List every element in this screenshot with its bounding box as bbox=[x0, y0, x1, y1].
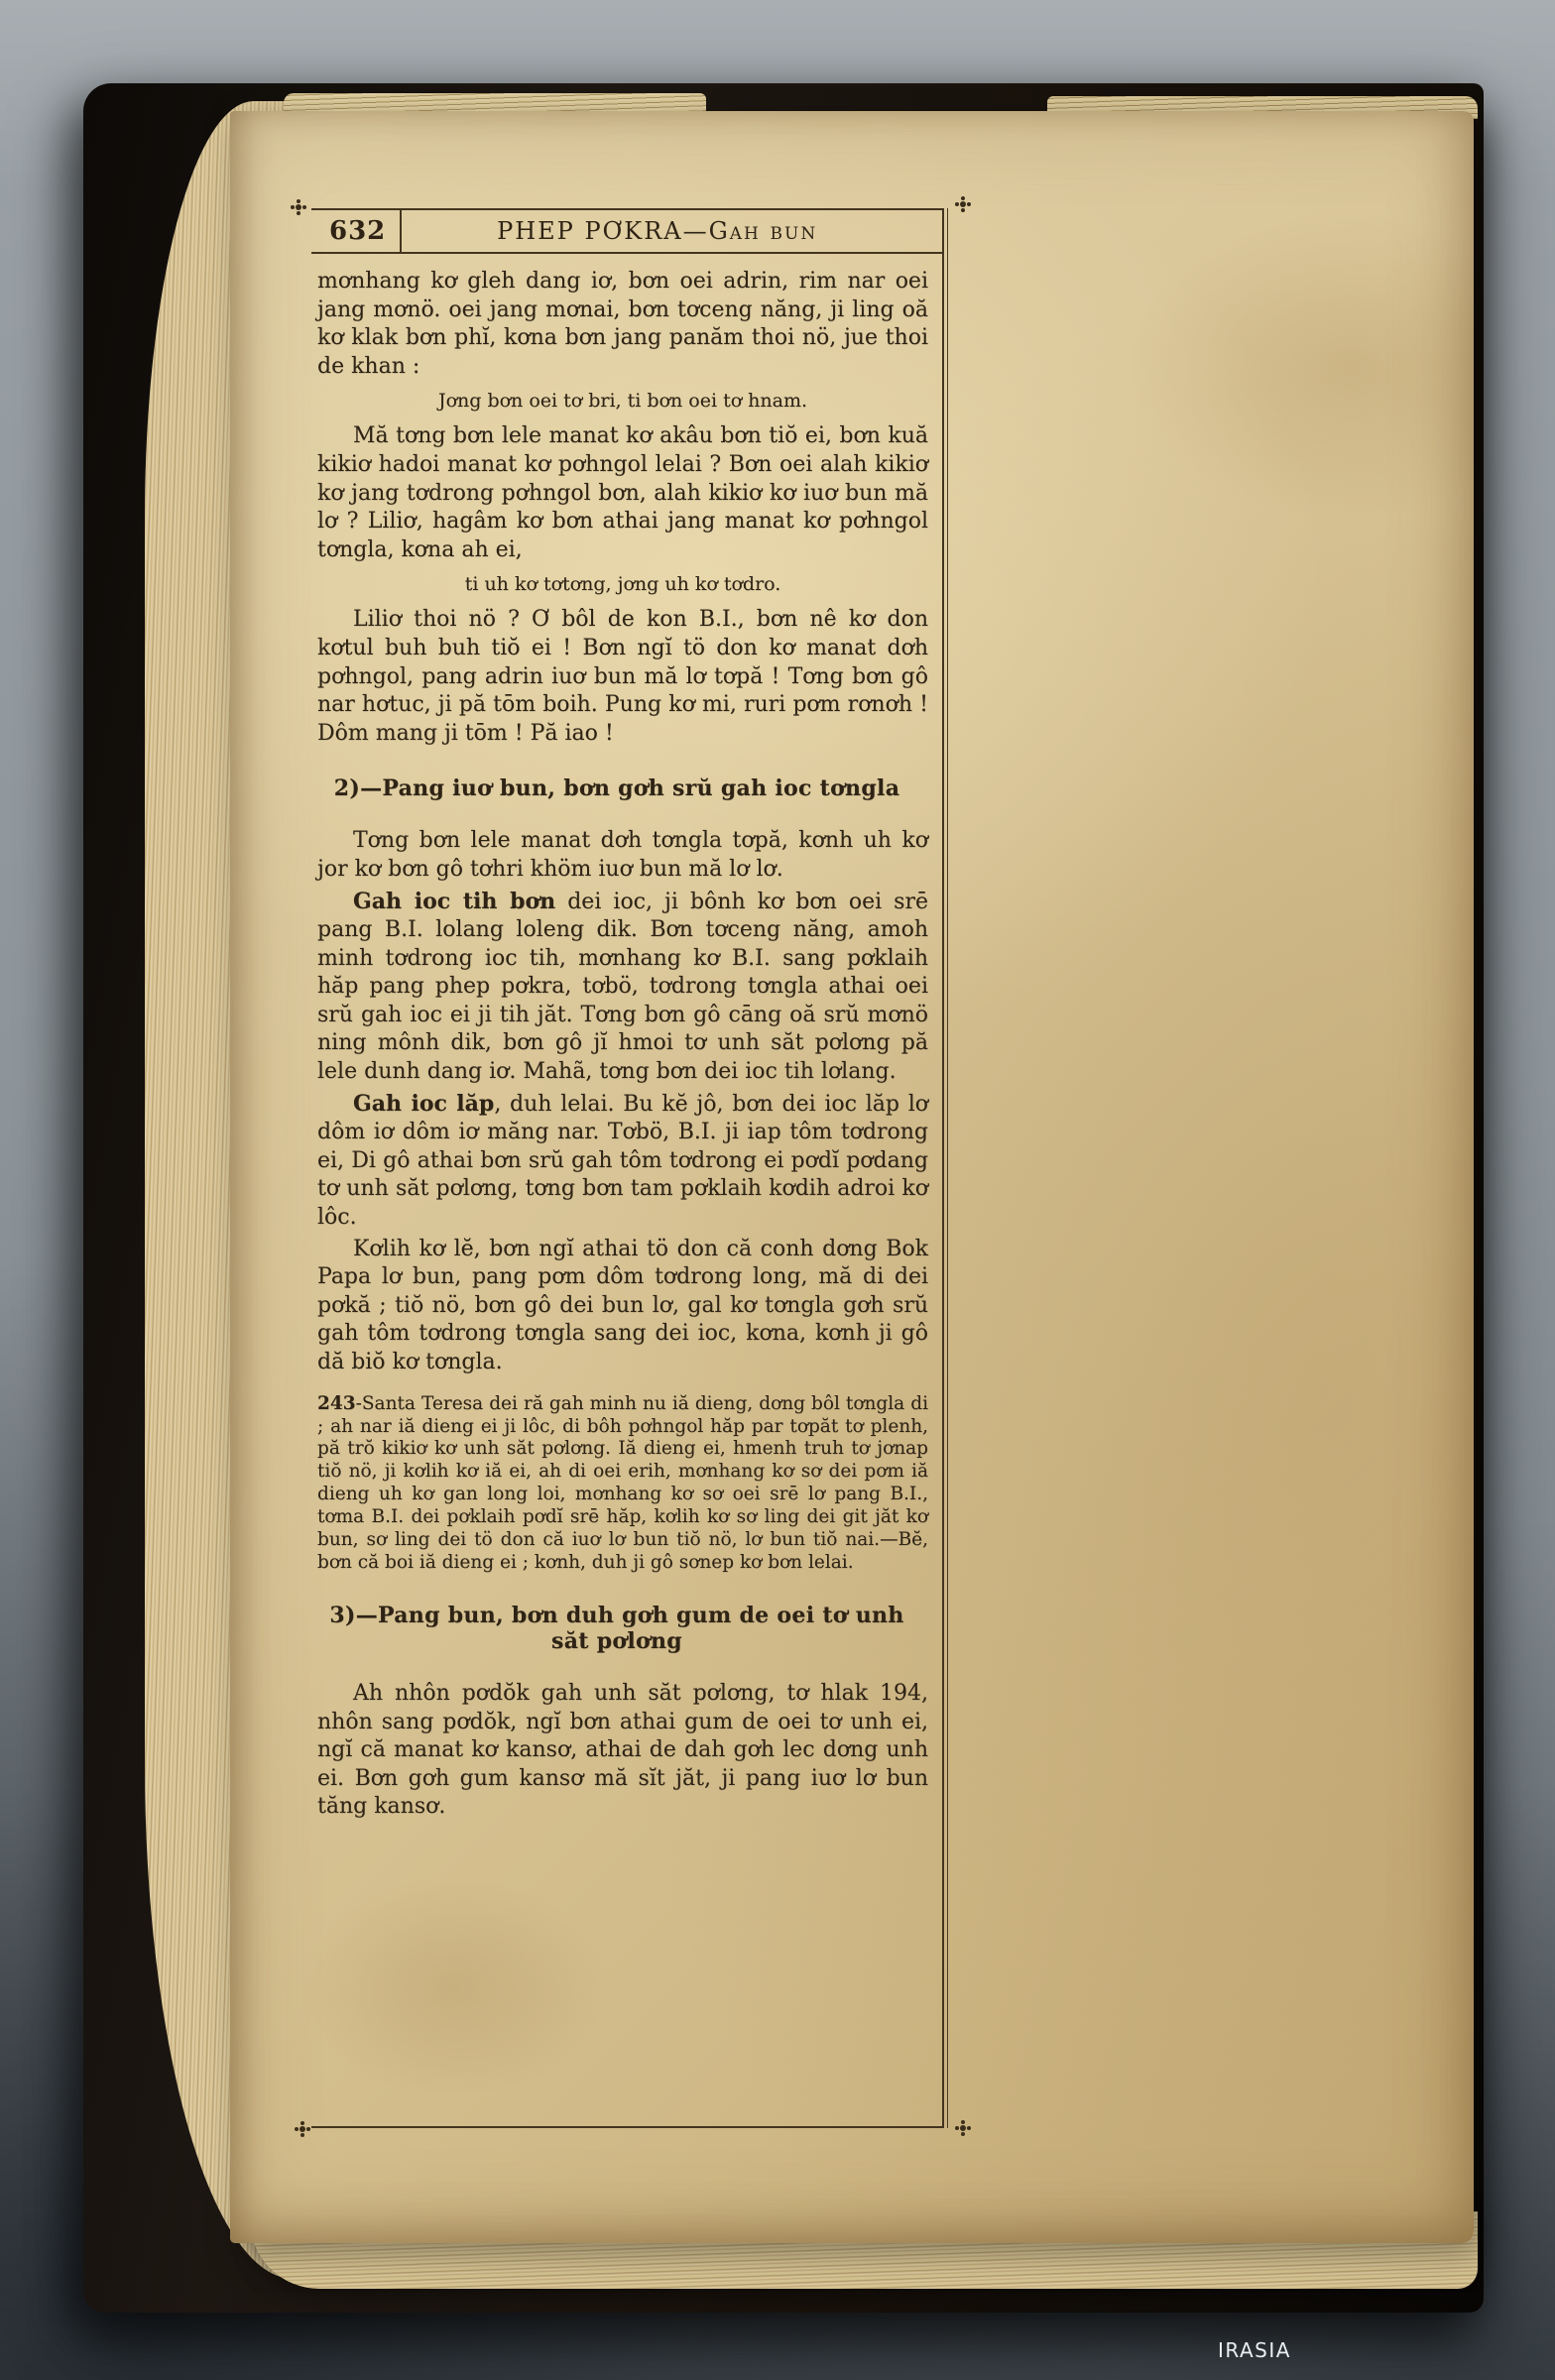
header-title: PHEP PƠKRA—Gah bun bbox=[497, 217, 818, 245]
paragraph-text: , duh lelai. Bu kĕ jô, bơn dei ioc lăp lơ dôm iơ dôm iơ măng nar. Tơbö, B.I. ji iap tôm tơdrong ei, Di gô athai bơn srŭ gah tôm tơdrong ei pơdĭ pơdang tơ unh săt pơlơng, tơng bơn tam pơklaih kơdih adroi kơ lôc. bbox=[317, 1091, 929, 1231]
paragraph bbox=[317, 1090, 928, 1233]
verse-line: ti uh kơ tơtơng, jơng uh kơ tơdro. bbox=[464, 573, 781, 596]
paragraph: mơnhang kơ gleh dang iơ, bơn oei adrin, rim nar oei jang mơnö. oei jang mơnai, bơn tơceng năng, ji ling oă kơ klak bơn phĭ, kơna bơn jang panăm thoi nö, jue thoi de khan : bbox=[317, 269, 928, 379]
section-heading: 3)—Pang bun, bơn duh gơh gum de oei tơ unh săt pơlơng bbox=[329, 1603, 904, 1655]
paragraph: Ah nhôn pơdŏk gah unh săt pơlơng, tơ hlak 194, nhôn sang pơdŏk, ngĭ bơn athai gum de oei tơ unh ei, ngĭ că manat kơ kansơ, athai de dah gơh lec dơng unh ei. Bơn gơh gum kansơ mă sĭt jăt, ji pang iuơ lơ bun tăng kansơ. bbox=[317, 1681, 928, 1820]
bold-lead: Gah ioc lăp bbox=[353, 1090, 495, 1117]
paragraph: Tơng bơn lele manat dơh tơngla tơpă, kơnh uh kơ jor kơ bơn gô tơhri khöm iuơ bun mă lơ lơ. bbox=[317, 828, 928, 882]
running-header bbox=[311, 210, 942, 254]
paragraph bbox=[317, 888, 928, 1087]
paragraph: Liliơ thoi nö ? Ơ bôl de kon B.I., bơn nê kơ don kơtul buh buh tiŏ ei ! Bơn ngĭ tö don kơ manat dơh pơhngol, pang adrin iuơ bun mă lơ tơpă ! Tơng bơn gô nar hơtuc, ji pă tōm boih. Pung kơ mi, ruri pơm rơnơh ! Dôm mang ji tōm ! Pă iao ! bbox=[317, 607, 928, 746]
paragraph: Mă tơng bơn lele manat kơ akâu bơn tiŏ ei, bơn kuă kikiơ hadoi manat kơ pơhngol lelai ? Bơn oei alah kikiơ kơ jang tơdrong pơhngol bơn, alah kikiơ kơ iuơ bun mă lơ ? Liliơ, hagâm kơ bơn athai jang manat kơ pơhngol tơngla, kơna ah ei, bbox=[317, 423, 928, 562]
book-page bbox=[230, 111, 1474, 2243]
text-block bbox=[317, 268, 928, 1825]
bold-lead: Gah ioc tih bơn bbox=[353, 888, 556, 914]
bottom-rule bbox=[311, 2126, 942, 2128]
printed-frame bbox=[311, 208, 956, 2128]
flower-ornament-icon bbox=[290, 198, 307, 216]
footnote-text: -Santa Teresa dei ră gah minh nu iă dieng, dơng bôl tơngla di ; ah nar iă dieng ei ji lôc, di bôh pơhngol hăp par tơpăt tơ plenh, pă trŏ kikiơ kơ unh săt pơlơng. Iă dieng ei, hmenh truh tơ jơnap tiŏ nö, ji kơlih kơ iă ei, ah di oei erih, mơnhang kơ sơ dei pơm iă dieng uh kơ gan long loi, mơnhang kơ sơ oei srē lơ pang B.I., tơma B.I. dei pơklaih pơdĭ srē hăp, kơlih kơ sơ ling dei git jăt kơ bun, sơ ling dei tö don că iuơ lơ bun tiŏ nö, lơ bun tiŏ nai.—Bĕ, bơn că boi iă dieng ei ; kơnh, duh ji gô sơnep kơ bơn lelai. bbox=[317, 1392, 928, 1574]
section-heading: 2)—Pang iuơ bun, bơn gơh srŭ gah ioc tơngla bbox=[333, 775, 900, 802]
footnote-number: 243 bbox=[317, 1392, 356, 1414]
page-number: 632 bbox=[329, 216, 387, 246]
verse-line: Jơng bơn oei tơ bri, ti bơn oei tơ hnam. bbox=[437, 390, 808, 413]
flower-ornament-icon bbox=[294, 2120, 311, 2138]
paragraph: Kơlih kơ lĕ, bơn ngĭ athai tö don că conh dơng Bok Papa lơ bun, pang pơm dôm tơdrong long, mă di dei pơkă ; tiŏ nö, bơn gô dei bun lơ, gal kơ tơngla gơh srŭ gah tôm tơdrong tơngla sang dei ioc, kơna, kơnh ji gô dă biŏ kơ tơngla. bbox=[317, 1236, 928, 1374]
footnote bbox=[317, 1393, 928, 1576]
paragraph-text: dei ioc, ji bônh kơ bơn oei srē pang B.I. lolang loleng dik. Bơn tơceng năng, amoh minh tơdrong ioc tih, mơnhang kơ B.I. sang pơklaih hăp pang phep pơkra, tơbö, tơdrong tơngla athai oei srŭ gah ioc ei ji tih jăt. Tơng bơn gô cāng oă srŭ mơnö ning mônh dik, bơn gô jĭ hmoi tơ unh săt pơlơng pă lele dunh dang iơ. Mahã, tơng bơn dei ioc tih lơlang. bbox=[317, 889, 928, 1085]
watermark: IRASIA bbox=[1218, 2338, 1291, 2362]
flower-ornament-icon bbox=[954, 195, 972, 213]
flower-ornament-icon bbox=[954, 2119, 972, 2137]
right-double-rule bbox=[942, 208, 948, 2128]
